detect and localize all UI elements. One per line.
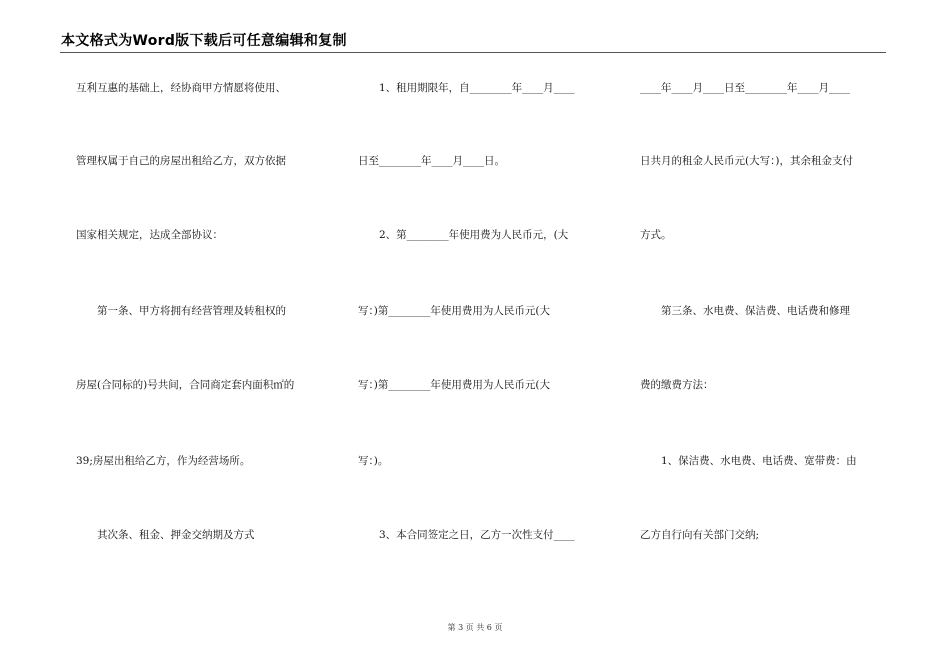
text-line: 管理权属于自己的房屋出租给乙方，双方依据 [76,155,286,167]
text-line: 方式。 [640,229,672,241]
text-line: 写：)第________年使用费用为人民币元(大 [358,379,550,391]
text-line: 第一条、甲方将拥有经营管理及转租权的 [76,305,286,317]
text-line: 互利互惠的基础上，经协商甲方情愿将使用、 [76,82,286,94]
text-line: 国家相关规定，达成全部协议： [76,229,223,241]
text-line: 日共月的租金人民币元(大写：)，其余租金支付 [640,155,853,167]
text-column-2 [358,70,608,590]
text-line: 3、本合同签定之日，乙方一次性支付____ [358,529,575,541]
text-column-1 [76,70,326,590]
header-divider [60,52,886,53]
text-line: 其次条、租金、押金交纳期及方式 [76,529,255,541]
text-line: 写：)。 [358,455,389,467]
text-line: 日至________年____月____日。 [358,155,505,167]
text-line: 第三条、水电费、保洁费、电话费和修理 [640,305,850,317]
text-line: 1、租用期限年，自________年____月____ [358,82,575,94]
text-line: 39;房屋出租给乙方，作为经营场所。 [76,455,251,467]
text-line: 费的缴费方法： [640,379,714,391]
text-line: ____年____月____日至________年____月____ [640,82,850,94]
document-header-title: 本文格式为Word版下载后可任意编辑和复制 [61,33,347,49]
text-line: 房屋(合同标的)号共间，合同商定套内面积㎡的 [76,379,295,391]
text-line: 2、第________年使用费为人民币元，(大 [358,229,569,241]
page-number: 第 3 页 共 6 页 [447,623,503,632]
text-line: 1、保洁费、水电费、电话费、宽带费：由 [640,455,857,467]
text-line: 写：)第________年使用费用为人民币元(大 [358,305,550,317]
text-line: 乙方自行向有关部门交纳; [640,529,760,541]
text-column-3 [640,70,890,590]
